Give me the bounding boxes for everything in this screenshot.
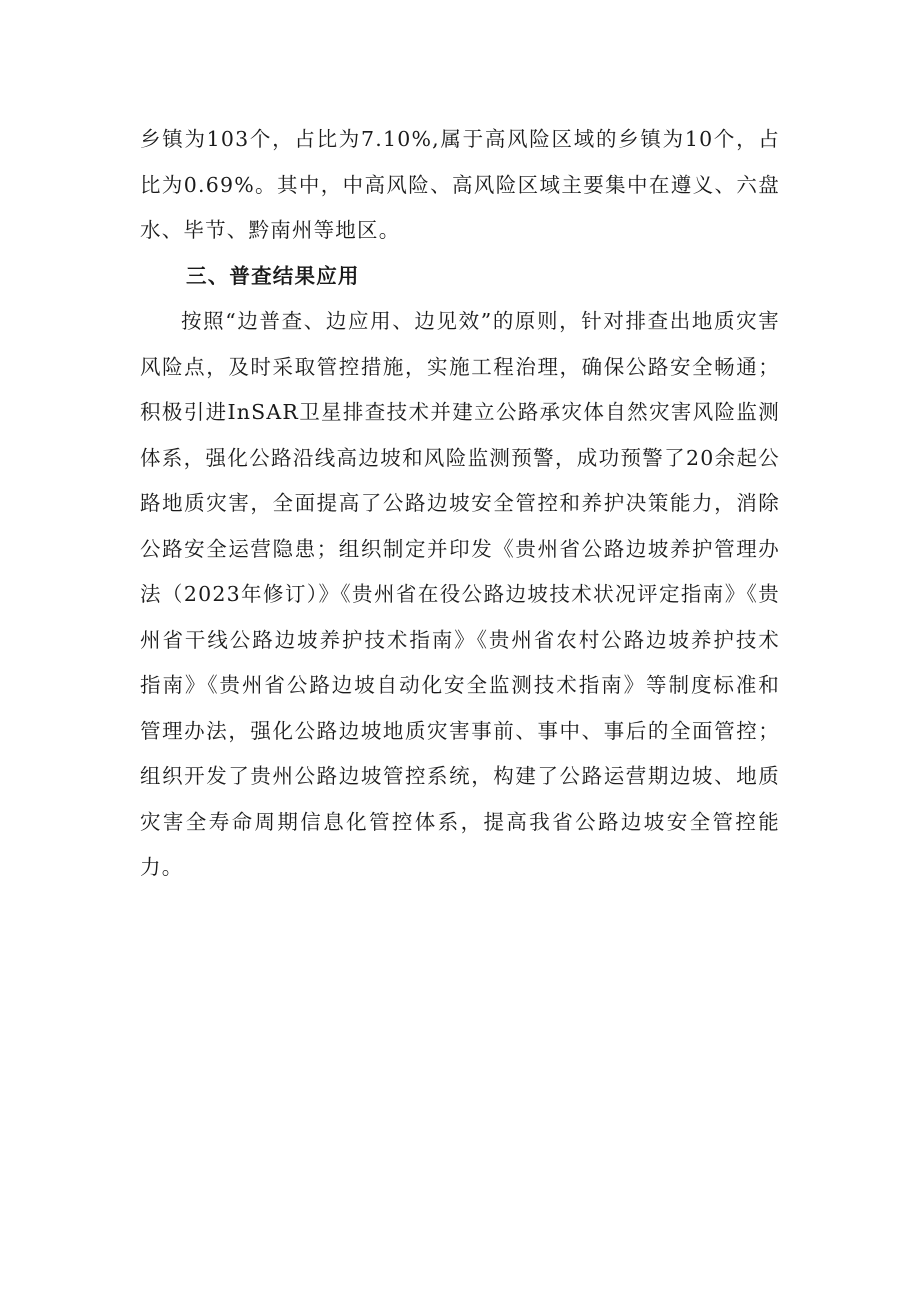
paragraph-results-application: 按照“边普查、边应用、边见效”的原则，针对排查出地质灾害风险点，及时采取管控措施，实施工程治理，确保公路安全畅通；积极引进InSAR卫星排查技术并建立公路承灾体自然灾害风险监测体系，强化公路沿线高边坡和风险监测预警，成功预警了20余起公路地质灾害，全面提高了公路边坡安全管控和养护决策能力，消除公路安全运营隐患；组织制定并印发《贵州省公路边坡养护管理办法（2023年修订）》《贵州省在役公路边坡技术状况评定指南》《贵州省干线公路边坡养护技术指南》《贵州省农村公路边坡养护技术指南》《贵州省公路边坡自动化安全监测技术指南》等制度标准和管理办法，强化公路边坡地质灾害事前、事中、事后的全面管控；组织开发了贵州公路边坡管控系统，构建了公路运营期边坡、地质灾害全寿命周期信息化管控体系，提高我省公路边坡安全管控能力。 (140, 309, 780, 879)
section-heading: 三、普查结果应用 (186, 263, 360, 288)
paragraph-continued: 乡镇为103个，占比为7.10%,属于高风险区域的乡镇为10个，占比为0.69%。其中，中高风险、高风险区域主要集中在遵义、六盘水、毕节、黔南州等地区。 (140, 127, 780, 242)
document-body (140, 117, 780, 891)
